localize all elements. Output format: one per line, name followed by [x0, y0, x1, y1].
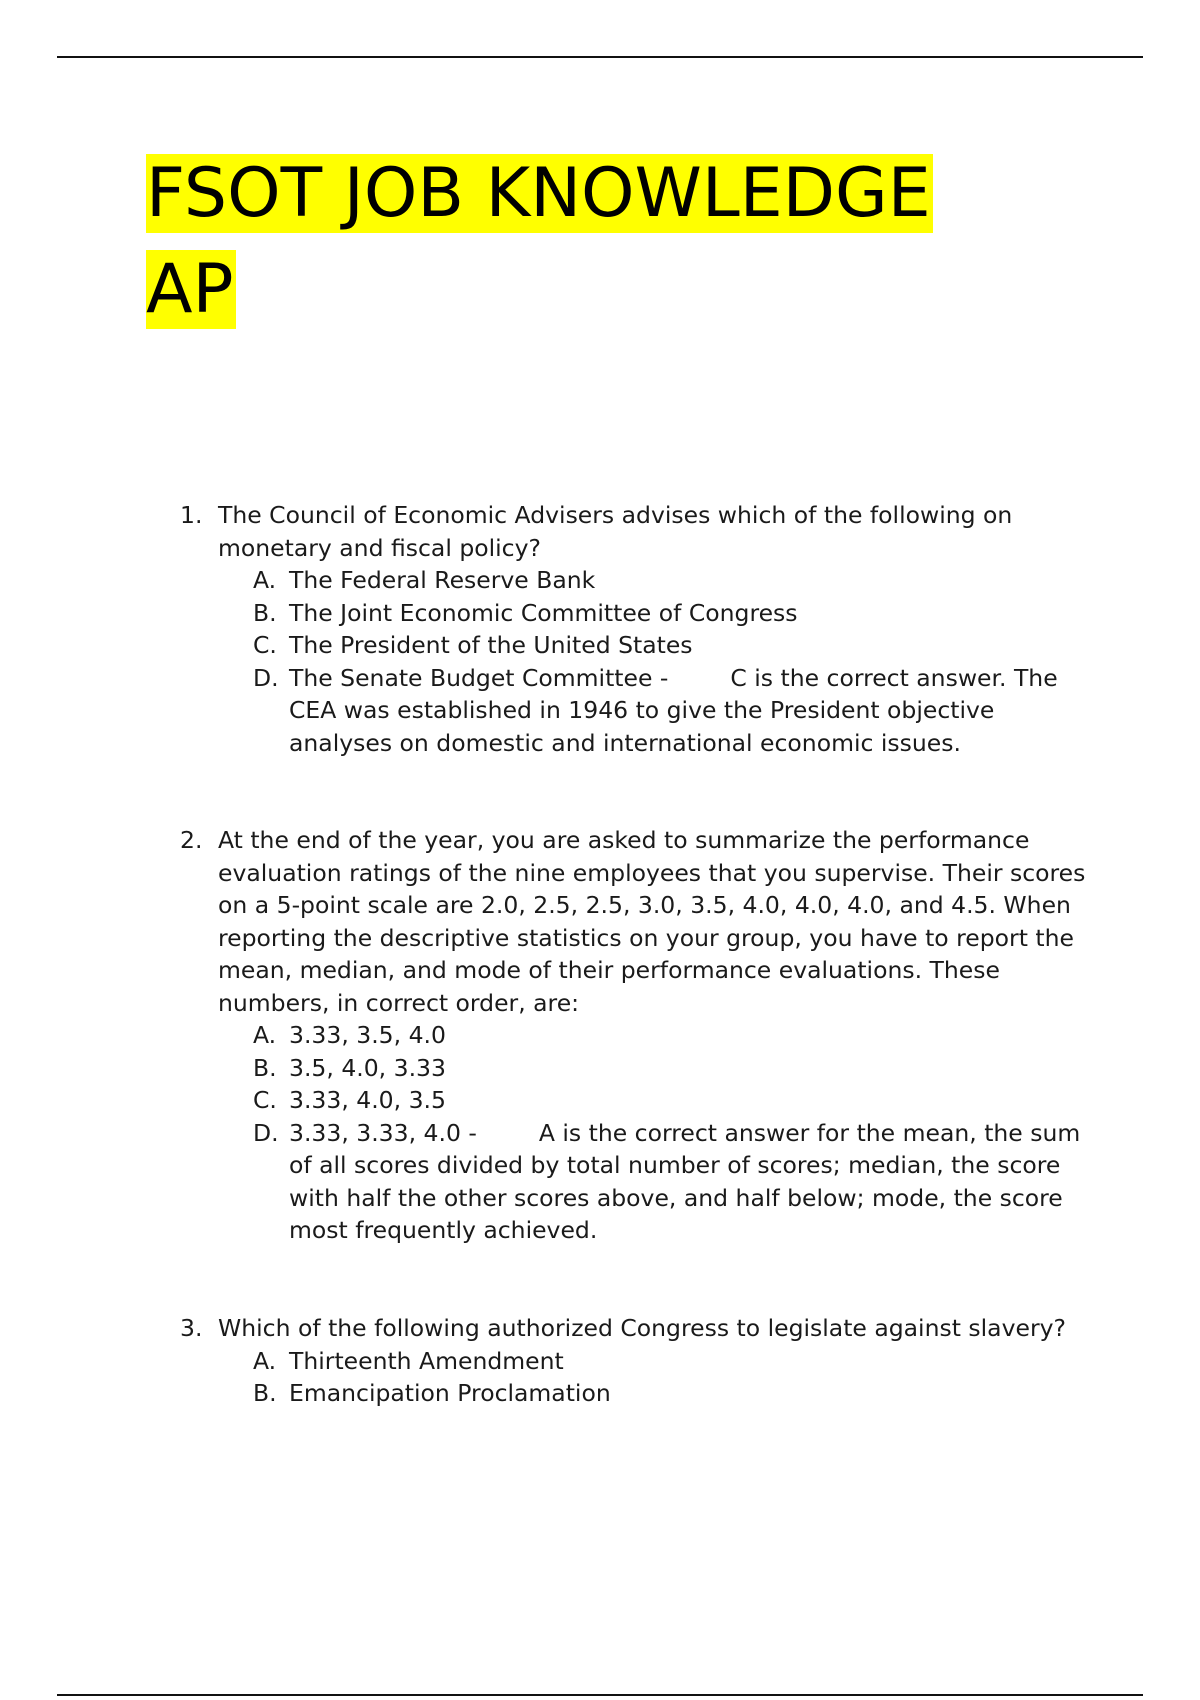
- title-line-2: AP: [146, 250, 234, 329]
- option-list: [180, 1019, 1100, 1247]
- document-title: [146, 146, 933, 338]
- option-text-with-answer: [289, 662, 1100, 760]
- option-letter: B.: [253, 598, 277, 627]
- question-3: [180, 1312, 1100, 1410]
- option-a: [253, 1345, 1100, 1378]
- option-text-with-answer: [289, 1117, 1100, 1247]
- option-text: The Joint Economic Committee of Congress: [289, 598, 798, 627]
- option-d: [253, 662, 1100, 760]
- option-b: [253, 597, 1100, 630]
- answer-explanation: C is the correct answer. The CEA was established in 1946 to give the President objective analyses on domestic and international economic issues.: [289, 663, 1058, 757]
- top-rule: [57, 56, 1143, 58]
- question-text: At the end of the year, you are asked to summarize the performance evaluation ratings of the nine employees that you supervise. Their scores on a 5-point scale are 2.0, 2.5, 2.5, 3.0, 3.5, 4.0, 4.0, 4.0, and 4.5. When reporting the descriptive statistics on your group, you have to report the mean, median, and mode of their performance evaluations. These numbers, in correct order, are:: [218, 826, 1086, 1017]
- bottom-rule: [57, 1694, 1143, 1696]
- question-1: [180, 499, 1100, 759]
- option-d: [253, 1117, 1100, 1247]
- option-a: [253, 1019, 1100, 1052]
- question-number: 1.: [180, 501, 203, 529]
- option-letter: A.: [253, 1346, 277, 1375]
- option-letter: D.: [253, 1118, 279, 1147]
- option-b: [253, 1377, 1100, 1410]
- option-text: The President of the United States: [289, 631, 693, 659]
- question-2: [180, 824, 1100, 1247]
- option-text: 3.33, 3.5, 4.0: [289, 1021, 446, 1049]
- option-text: The Senate Budget Committee -: [289, 663, 669, 692]
- answer-explanation: A is the correct answer for the mean, the sum of all scores divided by total number of scores; median, the score with half the other scores above, and half below; mode, the score most frequently achieved.: [289, 1118, 1081, 1244]
- option-list: [180, 564, 1100, 759]
- option-letter: A.: [253, 566, 277, 594]
- option-text: 3.5, 4.0, 3.33: [289, 1053, 446, 1082]
- option-letter: C.: [253, 631, 277, 659]
- option-a: [253, 564, 1100, 597]
- option-letter: B.: [253, 1379, 277, 1407]
- title-line-1: FSOT JOB KNOWLEDGE: [146, 154, 931, 233]
- option-text: Thirteenth Amendment: [289, 1346, 564, 1375]
- option-text: The Federal Reserve Bank: [289, 566, 596, 594]
- option-letter: C.: [253, 1086, 277, 1114]
- option-text: 3.33, 4.0, 3.5: [289, 1086, 446, 1114]
- option-text: 3.33, 3.33, 4.0 -: [289, 1118, 477, 1147]
- option-text: Emancipation Proclamation: [289, 1379, 611, 1407]
- option-b: [253, 1052, 1100, 1085]
- option-c: [253, 629, 1100, 662]
- option-list: [180, 1345, 1100, 1410]
- question-text: Which of the following authorized Congress to legislate against slavery?: [218, 1314, 1066, 1342]
- question-text: The Council of Economic Advisers advises which of the following on monetary and fiscal policy?: [218, 501, 1013, 562]
- question-number: 3.: [180, 1314, 203, 1342]
- option-letter: B.: [253, 1053, 277, 1082]
- option-c: [253, 1084, 1100, 1117]
- question-number: 2.: [180, 826, 203, 854]
- option-letter: D.: [253, 663, 279, 692]
- option-letter: A.: [253, 1021, 277, 1049]
